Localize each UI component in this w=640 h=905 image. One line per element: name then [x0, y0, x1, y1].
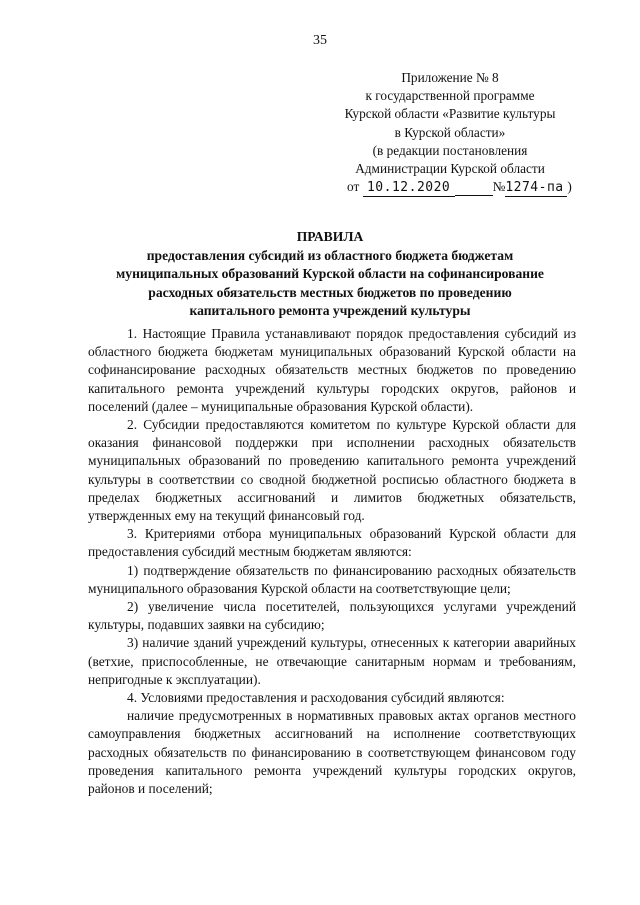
resolution-number: 1274-па — [505, 179, 567, 197]
annex-date-line — [305, 178, 595, 197]
annex-line: к государственной программе — [365, 88, 535, 104]
title-heading: ПРАВИЛА — [296, 229, 364, 244]
criterion-2: 2) увеличение числа посетителей, пользующихся услугами учреждений культуры, подавших заявки на субсидию; — [88, 599, 576, 633]
title-subline: предоставления субсидий из областного бюджета бюджетам — [146, 247, 514, 263]
date-underline-tail — [455, 179, 493, 196]
page-number: 35 — [313, 33, 327, 48]
annex-block — [305, 69, 595, 197]
annex-line: (в редакции постановления — [372, 142, 528, 158]
condition-1: наличие предусмотренных в нормативных правовых актах органов местного самоуправления бюджетных ассигнований на исполнение соответствующих расходных обязательств по финансированию в соответствующем финансовом году проведения капитального ремонта учреждений культуры городских округов, районов и поселений; — [88, 708, 576, 797]
title-subline: муниципальных образований Курской области на софинансирование — [116, 266, 544, 282]
title-subline: расходных обязательств местных бюджетов по проведению — [148, 284, 512, 300]
annex-title: Приложение № 8 — [401, 70, 499, 85]
paragraph-3: 3. Критериями отбора муниципальных образований Курской области для предоставления субсидий местным бюджетам являются: — [88, 526, 576, 560]
number-prefix: № — [492, 179, 506, 195]
criterion-1: 1) подтверждение обязательств по финансированию расходных обязательств муниципального образования Курской области на соответствующие цели; — [88, 562, 576, 596]
annex-line: Администрации Курской области — [355, 161, 545, 177]
annex-line: в Курской области» — [394, 124, 506, 140]
title-subline: капитального ремонта учреждений культуры — [189, 303, 471, 319]
date-prefix: от — [347, 179, 360, 195]
paragraph-2: 2. Субсидии предоставляются комитетом по культуре Курской области для оказания финансовой поддержки при исполнении расходных обязательств муниципальных образований по проведению капитального ремонта учреждений культуры в соответствии со сводной бюджетной росписью областного бюджета в пределах бюджетных ассигнований и лимитов бюджетных обязательств, утвержденных ему на текущий финансовый год. — [88, 417, 576, 524]
document-title — [80, 228, 580, 321]
document-body — [88, 325, 576, 798]
annex-line: Курской области «Развитие культуры — [344, 106, 556, 122]
criterion-3: 3) наличие зданий учреждений культуры, отнесенных к категории аварийных (ветхие, приспособленные, не отвечающие санитарным нормам и требованиям, непригодные к эксплуатации). — [88, 635, 576, 687]
close-paren: ) — [567, 179, 572, 195]
resolution-date: 10.12.2020 — [363, 179, 455, 197]
paragraph-1: 1. Настоящие Правила устанавливают порядок предоставления субсидий из областного бюджета бюджетам муниципальных образований Курской области на софинансирование расходных обязательств местных бюджетов по проведению капитального ремонта учреждений культуры городских округов, районов и поселений (далее – муниципальные образования Курской области). — [88, 326, 576, 414]
paragraph-4: 4. Условиями предоставления и расходования субсидий являются: — [127, 690, 505, 706]
